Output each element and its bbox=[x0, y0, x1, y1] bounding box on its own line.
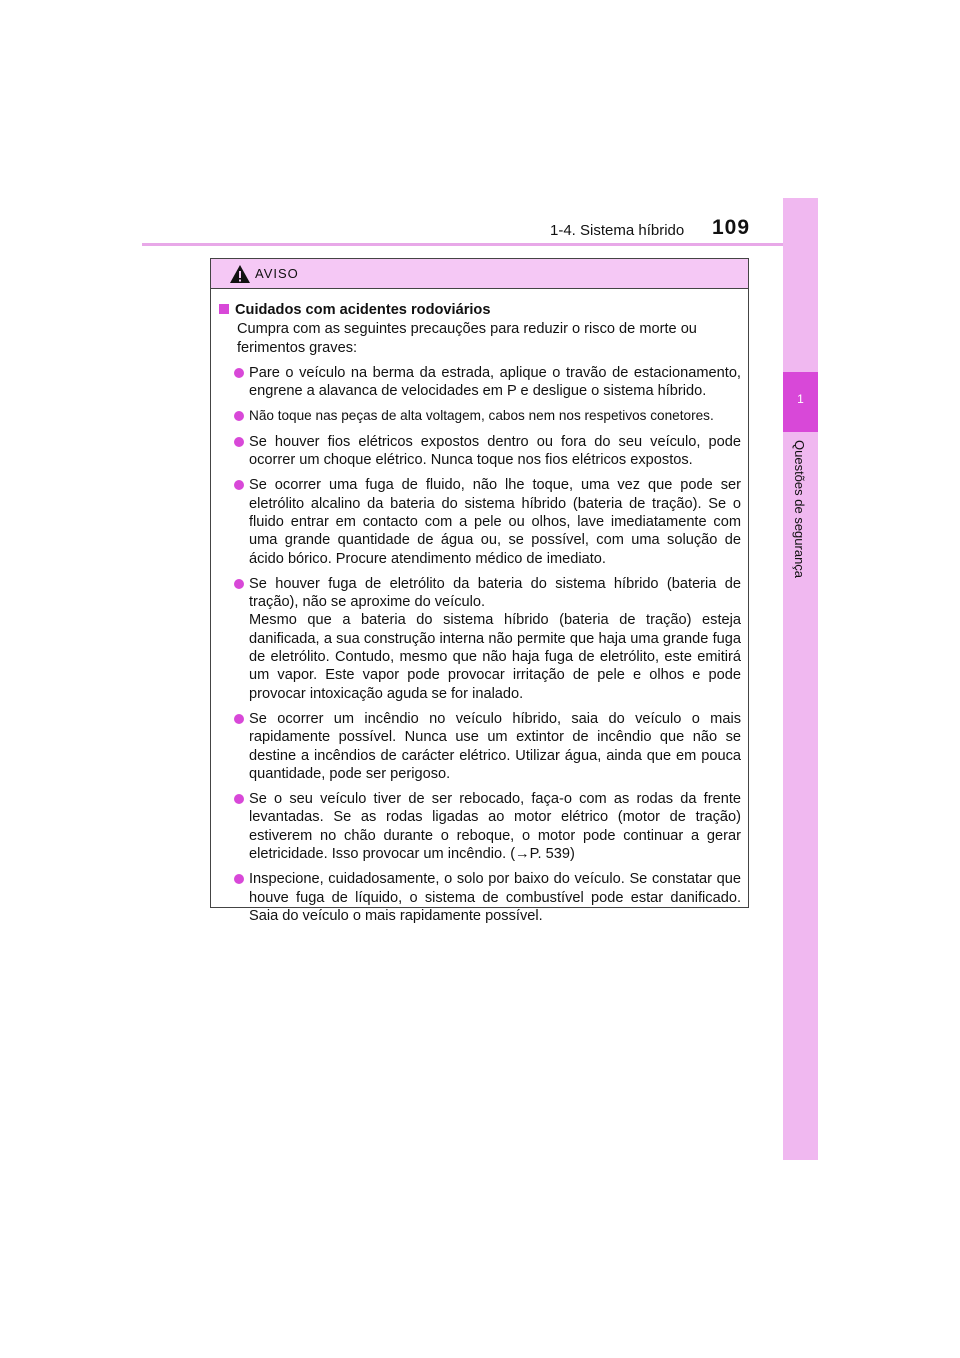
header-rule bbox=[142, 243, 818, 246]
warning-heading-text: Cuidados com acidentes rodoviários bbox=[235, 302, 491, 318]
bullet-icon bbox=[234, 714, 244, 724]
page-number: 109 bbox=[712, 216, 751, 239]
warning-triangle-icon bbox=[229, 264, 251, 284]
list-item: Inspecione, cuidadosamente, o solo por baixo do veículo. Se constatar que houve fuga de líquido, o sistema de combustível pode estar danificado. Saia do veículo o mais rapidamente possível. bbox=[234, 870, 741, 925]
bullet-icon bbox=[234, 794, 244, 804]
warning-content bbox=[211, 289, 748, 932]
section-title: 1-4. Sistema híbrido bbox=[550, 222, 685, 239]
bullet-icon bbox=[234, 368, 244, 378]
list-item: Se ocorrer uma fuga de fluido, não lhe toque, uma vez que pode ser eletrólito alcalino da bateria do sistema híbrido (bateria de tração). Se o fluido entrar em contacto com a pele ou olhos, lave imediatamente com uma grande quantidade de água ou, se possível, com uma solução de ácido bórico. Procure atendimento médico de imediato. bbox=[234, 476, 741, 567]
list-item: Pare o veículo na berma da estrada, aplique o travão de estacionamento, engrene a alavanca de velocidades em P e desligue o sistema híbrido. bbox=[234, 364, 741, 401]
chapter-side-tab bbox=[783, 198, 818, 1160]
square-bullet-icon bbox=[219, 304, 229, 314]
chapter-title: Questões de segurança bbox=[792, 440, 807, 579]
list-item: Não toque nas peças de alta voltagem, cabos nem nos respetivos conetores. bbox=[234, 407, 741, 425]
warning-heading bbox=[219, 301, 741, 319]
list-item: Se houver fuga de eletrólito da bateria do sistema híbrido (bateria de tração), não se aproxime do veículo. Mesmo que a bateria do sistema híbrido (bateria de tração) esteja danificada, a sua construção interna não permite que haja uma grande fuga de eletrólito. Contudo, mesmo que não haja fuga de eletrólito, este emitirá um vapor. Este vapor pode provocar irritação de pele e olhos e pode provocar intoxicação aguda se for inalado. bbox=[234, 575, 741, 703]
bullet-icon bbox=[234, 411, 244, 421]
list-item: Se o seu veículo tiver de ser rebocado, faça-o com as rodas da frente levantadas. Se as rodas ligadas ao motor elétrico (motor de tração) estiverem no chão durante o reboque, o motor pode continuar a gerar eletricidade. Isso provocar um incêndio. (→P. 539) bbox=[234, 790, 741, 863]
warning-box bbox=[210, 258, 749, 924]
chapter-number: 1 bbox=[797, 392, 804, 406]
warning-intro: Cumpra com as seguintes precauções para reduzir o risco de morte ou ferimentos graves: bbox=[237, 321, 697, 356]
bullet-icon bbox=[234, 874, 244, 884]
warning-label: AVISO bbox=[255, 266, 299, 281]
list-item: Se ocorrer um incêndio no veículo híbrido, saia do veículo o mais rapidamente possível. Nunca use um extintor de incêndio que não se destine a incêndios de carácter elétrico. Utilizar água, ainda que em pouca quantidade, pode ser perigoso. bbox=[234, 710, 741, 783]
list-item: Se houver fios elétricos expostos dentro ou fora do seu veículo, pode ocorrer um choque elétrico. Nunca toque nos fios elétricos expostos. bbox=[234, 433, 741, 470]
bullet-icon bbox=[234, 480, 244, 490]
bullet-icon bbox=[234, 437, 244, 447]
warning-header bbox=[211, 259, 748, 289]
bullet-icon bbox=[234, 579, 244, 589]
